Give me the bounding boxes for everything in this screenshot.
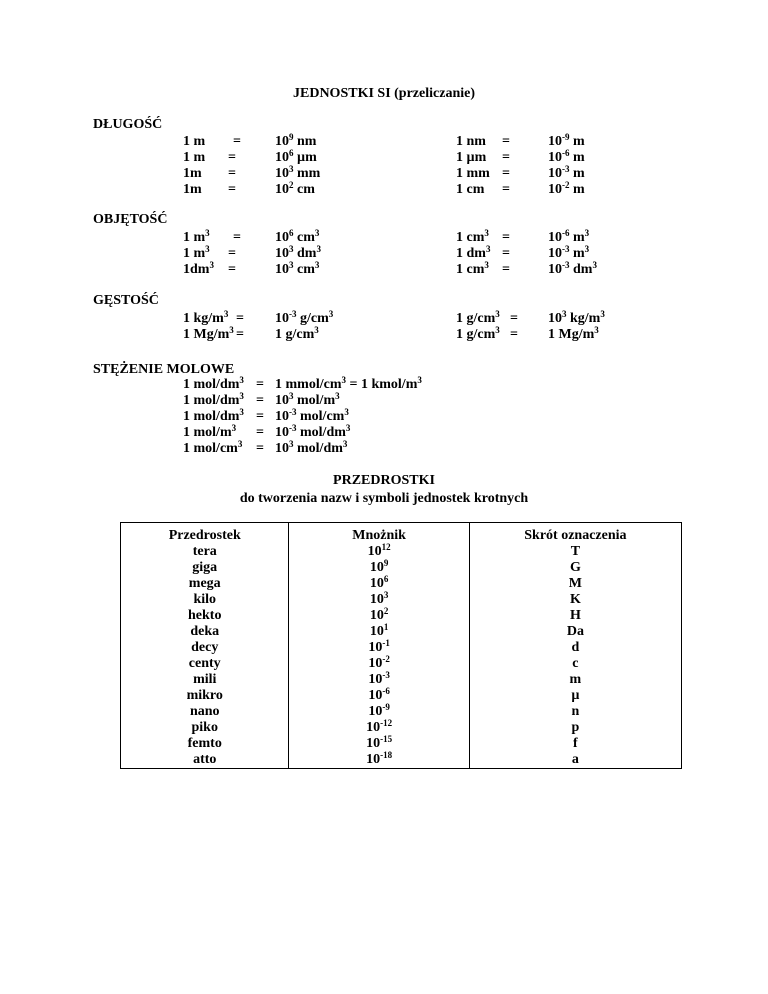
value-exponent: 6	[289, 148, 294, 158]
reverse-value-cell	[548, 327, 599, 343]
prefix-symbol: Da	[469, 624, 681, 640]
from-unit-exponent: 3	[223, 309, 229, 319]
value-part-2: = 1 kmol/m	[345, 377, 418, 392]
multiplier-base: 10	[368, 704, 383, 719]
from-unit-exponent: 3	[237, 439, 243, 449]
prefix-name: centy	[121, 656, 289, 672]
from-unit-exponent: 3	[239, 375, 244, 385]
from-unit-exponent: 3	[239, 407, 244, 417]
value-unit: cm	[293, 182, 315, 197]
value-base: 10	[548, 134, 562, 149]
multiplier-base: 10	[369, 592, 384, 607]
multiplier-exponent: -15	[380, 734, 393, 744]
value-exponent: 9	[289, 132, 294, 142]
prefix-symbol: a	[469, 752, 681, 769]
value-base: 10	[275, 441, 289, 456]
prefix-name: nano	[121, 704, 289, 720]
equals-text: =	[228, 182, 236, 197]
value-cell	[275, 134, 316, 150]
from-unit	[183, 182, 202, 198]
value-unit: mol/dm	[293, 441, 343, 456]
table-header-row	[121, 523, 682, 545]
multiplier-exponent: -18	[380, 750, 393, 760]
value-base: 10	[275, 311, 289, 326]
value-base: 10	[548, 166, 562, 181]
reverse-value-cell	[548, 262, 597, 278]
prefix-name: tera	[121, 544, 289, 560]
equals-sign	[256, 441, 264, 457]
from-unit-text: 1m	[183, 182, 202, 197]
from-unit	[183, 425, 236, 441]
value-cell	[275, 182, 315, 198]
multiplier-exponent: -6	[382, 686, 390, 696]
value-unit-exponent: 3	[584, 244, 590, 254]
multiplier-exponent: -2	[382, 654, 390, 664]
value-unit: 1 Mg/m	[548, 327, 595, 342]
prefix-name: giga	[121, 560, 289, 576]
table-row	[121, 720, 682, 736]
value-unit-exponent: 3	[328, 309, 334, 319]
equals-sign	[502, 246, 510, 262]
value-unit-exponent: 3	[316, 244, 321, 254]
equals-text: =	[502, 150, 510, 165]
reverse-from-text: 1 cm	[456, 262, 485, 277]
reverse-from-unit	[456, 166, 490, 182]
from-unit-exponent: 3	[239, 391, 244, 401]
prefix-symbol: c	[469, 656, 681, 672]
equals-text: =	[228, 246, 236, 261]
multiplier-base: 10	[368, 640, 383, 655]
equals-text: =	[228, 166, 236, 181]
from-unit	[183, 311, 228, 327]
value-base: 10	[275, 230, 289, 245]
reverse-from-unit	[456, 230, 489, 246]
table-row	[121, 688, 682, 704]
equals-sign	[228, 150, 236, 166]
value-exponent: 2	[289, 180, 294, 190]
reverse-from-text: 1 cm	[456, 182, 485, 197]
equals-sign	[502, 150, 510, 166]
from-unit-text: 1m	[183, 166, 202, 181]
value-exponent: -3	[562, 244, 570, 254]
prefix-symbol: p	[469, 720, 681, 736]
prefix-name: femto	[121, 736, 289, 752]
section-label-dlugosc: DŁUGOŚĆ	[93, 117, 163, 132]
prefixes-table	[120, 522, 682, 769]
equals-text: =	[510, 327, 518, 342]
from-unit-exponent: 3	[205, 244, 210, 254]
prefix-multiplier	[289, 592, 469, 608]
prefix-name: deka	[121, 624, 289, 640]
prefix-multiplier	[289, 544, 469, 560]
prefix-symbol: H	[469, 608, 681, 624]
value-cell	[275, 377, 422, 393]
value-unit-exponent: 3	[314, 260, 320, 270]
from-unit-exponent: 3	[205, 228, 210, 238]
value-base: 10	[275, 409, 289, 424]
value-part-1-exponent: 3	[341, 375, 346, 385]
equals-text: =	[502, 246, 510, 261]
equals-sign	[236, 327, 244, 343]
value-unit: dm	[293, 246, 317, 261]
multiplier-exponent: -1	[382, 638, 390, 648]
value-exponent: 3	[289, 260, 294, 270]
value-cell	[275, 409, 349, 425]
prefix-multiplier	[289, 656, 469, 672]
prefix-name: decy	[121, 640, 289, 656]
value-exponent: 3	[562, 309, 567, 319]
multiplier-exponent: 6	[383, 574, 389, 584]
from-unit-text: 1 m	[183, 134, 206, 149]
value-exponent: -3	[289, 423, 297, 433]
table-row	[121, 592, 682, 608]
value-base: 10	[275, 246, 289, 261]
value-unit: cm	[293, 230, 315, 245]
from-unit	[183, 393, 244, 409]
value-exponent: 3	[289, 244, 294, 254]
equals-text: =	[256, 425, 264, 440]
value-cell	[275, 230, 319, 246]
prefixes-subheading: do tworzenia nazw i symboli jednostek krotnych	[239, 491, 529, 506]
table-row	[121, 608, 682, 624]
value-cell	[275, 150, 317, 166]
equals-text: =	[502, 182, 510, 197]
reverse-from-exponent: 3	[485, 244, 491, 254]
value-unit: m	[569, 182, 585, 197]
equals-text: =	[233, 230, 241, 245]
from-unit-exponent: 3	[229, 325, 234, 335]
table-row	[121, 640, 682, 656]
value-part-1: 1 mmol/cm	[275, 377, 342, 392]
equals-sign	[502, 182, 510, 198]
reverse-from-exponent: 3	[495, 309, 500, 319]
value-unit-exponent: 3	[342, 439, 348, 449]
value-exponent: -3	[562, 260, 570, 270]
value-cell	[275, 393, 340, 409]
reverse-from-unit	[456, 327, 500, 343]
reverse-from-text: 1 cm	[456, 230, 485, 245]
value-base: 10	[275, 134, 289, 149]
reverse-from-text: 1 dm	[456, 246, 486, 261]
value-exponent: -6	[562, 148, 570, 158]
section-label-stezenie: STĘŻENIE MOLOWE	[93, 362, 235, 377]
page-title: JEDNOSTKI SI (przeliczanie)	[293, 86, 475, 101]
reverse-from-text: 1 g/cm	[456, 311, 496, 326]
equals-text: =	[256, 377, 264, 392]
prefix-name: mili	[121, 672, 289, 688]
equals-sign	[502, 166, 510, 182]
equals-sign	[502, 134, 510, 150]
value-base: 10	[275, 425, 289, 440]
value-exponent: 6	[289, 228, 294, 238]
value-unit: m	[569, 134, 585, 149]
value-exponent: 3	[289, 439, 294, 449]
reverse-from-exponent: 3	[484, 228, 489, 238]
table-row	[121, 576, 682, 592]
multiplier-exponent: 3	[383, 590, 389, 600]
column-header-symbol: Skrót oznaczenia	[469, 523, 681, 545]
from-unit	[183, 377, 244, 393]
reverse-from-unit	[456, 262, 489, 278]
multiplier-base: 10	[366, 752, 381, 767]
prefix-name: mega	[121, 576, 289, 592]
equals-sign	[256, 425, 264, 441]
from-unit-text: 1 mol/m	[183, 425, 232, 440]
equals-sign	[510, 311, 518, 327]
value-unit: dm	[569, 262, 593, 277]
from-unit	[183, 441, 242, 457]
value-unit: 1 g/cm	[275, 327, 315, 342]
prefix-multiplier	[289, 576, 469, 592]
value-unit: m	[569, 246, 585, 261]
table-row	[121, 560, 682, 576]
multiplier-base: 10	[369, 560, 384, 575]
value-unit: m	[569, 166, 585, 181]
value-base: 10	[275, 393, 289, 408]
value-unit-exponent: 3	[314, 228, 320, 238]
reverse-from-text: 1 nm	[456, 134, 486, 149]
equals-text: =	[256, 393, 264, 408]
equals-sign	[228, 262, 236, 278]
value-base: 10	[548, 230, 562, 245]
table-row	[121, 736, 682, 752]
value-unit-exponent: 3	[600, 309, 605, 319]
equals-sign	[228, 166, 236, 182]
multiplier-base: 10	[367, 544, 382, 559]
value-part-2-exponent: 3	[417, 375, 422, 385]
multiplier-base: 10	[369, 608, 384, 623]
multiplier-exponent: 9	[383, 558, 389, 568]
multiplier-base: 10	[368, 656, 383, 671]
prefix-multiplier	[289, 608, 469, 624]
value-unit: m	[569, 230, 585, 245]
equals-text: =	[228, 150, 236, 165]
prefix-symbol: d	[469, 640, 681, 656]
value-unit-exponent: 3	[344, 407, 349, 417]
prefix-name: kilo	[121, 592, 289, 608]
from-unit	[183, 246, 210, 262]
equals-sign	[502, 230, 510, 246]
value-unit-exponent: 3	[314, 325, 319, 335]
equals-sign	[256, 393, 264, 409]
reverse-from-unit	[456, 182, 484, 198]
equals-text: =	[502, 166, 510, 181]
value-unit-exponent: 3	[584, 228, 590, 238]
equals-sign	[228, 246, 236, 262]
prefix-name: atto	[121, 752, 289, 769]
equals-sign	[510, 327, 518, 343]
equals-sign	[233, 134, 241, 150]
prefixes-heading: PRZEDROSTKI	[333, 473, 435, 488]
multiplier-base: 10	[366, 736, 381, 751]
equals-sign	[256, 409, 264, 425]
from-unit	[183, 166, 202, 182]
multiplier-exponent: -3	[382, 670, 390, 680]
equals-sign	[502, 262, 510, 278]
reverse-value-cell	[548, 182, 585, 198]
from-unit-text: 1 kg/m	[183, 311, 224, 326]
from-unit-text: 1 m	[183, 150, 206, 165]
prefix-multiplier	[289, 624, 469, 640]
equals-text: =	[502, 262, 510, 277]
column-header-multiplier: Mnożnik	[289, 523, 469, 545]
from-unit-text: 1dm	[183, 262, 210, 277]
prefix-symbol: n	[469, 704, 681, 720]
multiplier-base: 10	[369, 624, 384, 639]
value-cell	[275, 441, 347, 457]
prefix-multiplier	[289, 752, 469, 769]
equals-sign	[228, 182, 236, 198]
value-base: 10	[548, 311, 562, 326]
prefix-symbol: M	[469, 576, 681, 592]
value-exponent: -2	[562, 180, 570, 190]
value-base: 10	[548, 150, 562, 165]
equals-text: =	[236, 311, 244, 326]
from-unit	[183, 262, 214, 278]
value-exponent: -6	[562, 228, 570, 238]
value-base: 10	[275, 182, 289, 197]
multiplier-base: 10	[368, 688, 383, 703]
prefix-multiplier	[289, 672, 469, 688]
value-cell	[275, 166, 320, 182]
from-unit	[183, 150, 205, 166]
prefix-multiplier	[289, 688, 469, 704]
value-unit-exponent: 3	[335, 391, 340, 401]
multiplier-exponent: 12	[381, 542, 391, 552]
reverse-from-text: 1 µm	[456, 150, 487, 165]
value-exponent: -3	[289, 407, 297, 417]
prefix-multiplier	[289, 640, 469, 656]
multiplier-base: 10	[366, 720, 381, 735]
prefix-symbol: T	[469, 544, 681, 560]
value-unit: cm	[293, 262, 315, 277]
from-unit	[183, 134, 205, 150]
value-base: 10	[275, 262, 289, 277]
from-unit-text: 1 mol/cm	[183, 441, 238, 456]
equals-text: =	[236, 327, 244, 342]
value-cell	[275, 262, 319, 278]
reverse-from-exponent: 3	[495, 325, 500, 335]
value-exponent: -9	[562, 132, 570, 142]
value-base: 10	[275, 150, 289, 165]
multiplier-exponent: 1	[383, 622, 389, 632]
value-unit: mol/m	[293, 393, 336, 408]
from-unit-text: 1 mol/dm	[183, 377, 240, 392]
from-unit-exponent: 3	[209, 260, 214, 270]
equals-text: =	[233, 134, 241, 149]
prefix-symbol: G	[469, 560, 681, 576]
section-label-objetosc: OBJĘTOŚĆ	[93, 212, 168, 227]
prefix-symbol: m	[469, 672, 681, 688]
value-unit: m	[569, 150, 585, 165]
from-unit	[183, 327, 234, 343]
from-unit-exponent: 3	[231, 423, 237, 433]
table-row	[121, 704, 682, 720]
value-cell	[275, 311, 333, 327]
multiplier-exponent: -12	[380, 718, 393, 728]
multiplier-base: 10	[368, 672, 383, 687]
value-exponent: 3	[289, 164, 294, 174]
value-unit-exponent: 3	[594, 325, 599, 335]
value-unit: mm	[293, 166, 321, 181]
equals-text: =	[256, 409, 264, 424]
section-label-gestosc: GĘSTOŚĆ	[93, 293, 159, 308]
value-unit-exponent: 3	[345, 423, 351, 433]
value-unit: µm	[293, 150, 317, 165]
prefix-symbol: K	[469, 592, 681, 608]
reverse-from-unit	[456, 150, 486, 166]
column-header-prefix: Przedrostek	[121, 523, 289, 545]
reverse-from-text: 1 g/cm	[456, 327, 496, 342]
value-base: 10	[548, 246, 562, 261]
equals-sign	[233, 230, 241, 246]
value-unit: mol/dm	[296, 425, 346, 440]
equals-text: =	[502, 230, 510, 245]
value-base: 10	[275, 166, 289, 181]
value-base: 10	[548, 182, 562, 197]
table-row	[121, 624, 682, 640]
prefix-name: piko	[121, 720, 289, 736]
value-unit: kg/m	[566, 311, 601, 326]
multiplier-base: 10	[369, 576, 384, 591]
value-exponent: -3	[289, 309, 297, 319]
equals-text: =	[228, 262, 236, 277]
prefix-name: hekto	[121, 608, 289, 624]
value-exponent: 3	[289, 391, 294, 401]
table-row	[121, 656, 682, 672]
prefix-symbol: f	[469, 736, 681, 752]
value-exponent: -3	[562, 164, 570, 174]
table-row	[121, 752, 682, 769]
value-unit: mol/cm	[296, 409, 345, 424]
multiplier-exponent: -9	[382, 702, 390, 712]
prefix-multiplier	[289, 560, 469, 576]
equals-sign	[236, 311, 244, 327]
reverse-from-unit	[456, 134, 486, 150]
from-unit-text: 1 Mg/m	[183, 327, 230, 342]
from-unit-text: 1 m	[183, 246, 206, 261]
value-base: 10	[548, 262, 562, 277]
equals-text: =	[256, 441, 264, 456]
from-unit-text: 1 m	[183, 230, 206, 245]
equals-text: =	[502, 134, 510, 149]
multiplier-exponent: 2	[383, 606, 389, 616]
value-cell	[275, 327, 319, 343]
value-unit-exponent: 3	[592, 260, 597, 270]
value-cell	[275, 425, 350, 441]
reverse-from-text: 1 mm	[456, 166, 490, 181]
value-unit: nm	[293, 134, 317, 149]
from-unit-text: 1 mol/dm	[183, 393, 240, 408]
reverse-from-exponent: 3	[484, 260, 489, 270]
prefix-name: mikro	[121, 688, 289, 704]
table-row	[121, 544, 682, 560]
equals-sign	[256, 377, 264, 393]
reverse-from-unit	[456, 311, 500, 327]
table-row	[121, 672, 682, 688]
equals-text: =	[510, 311, 518, 326]
value-unit: g/cm	[296, 311, 329, 326]
prefix-symbol: µ	[469, 688, 681, 704]
from-unit-text: 1 mol/dm	[183, 409, 240, 424]
